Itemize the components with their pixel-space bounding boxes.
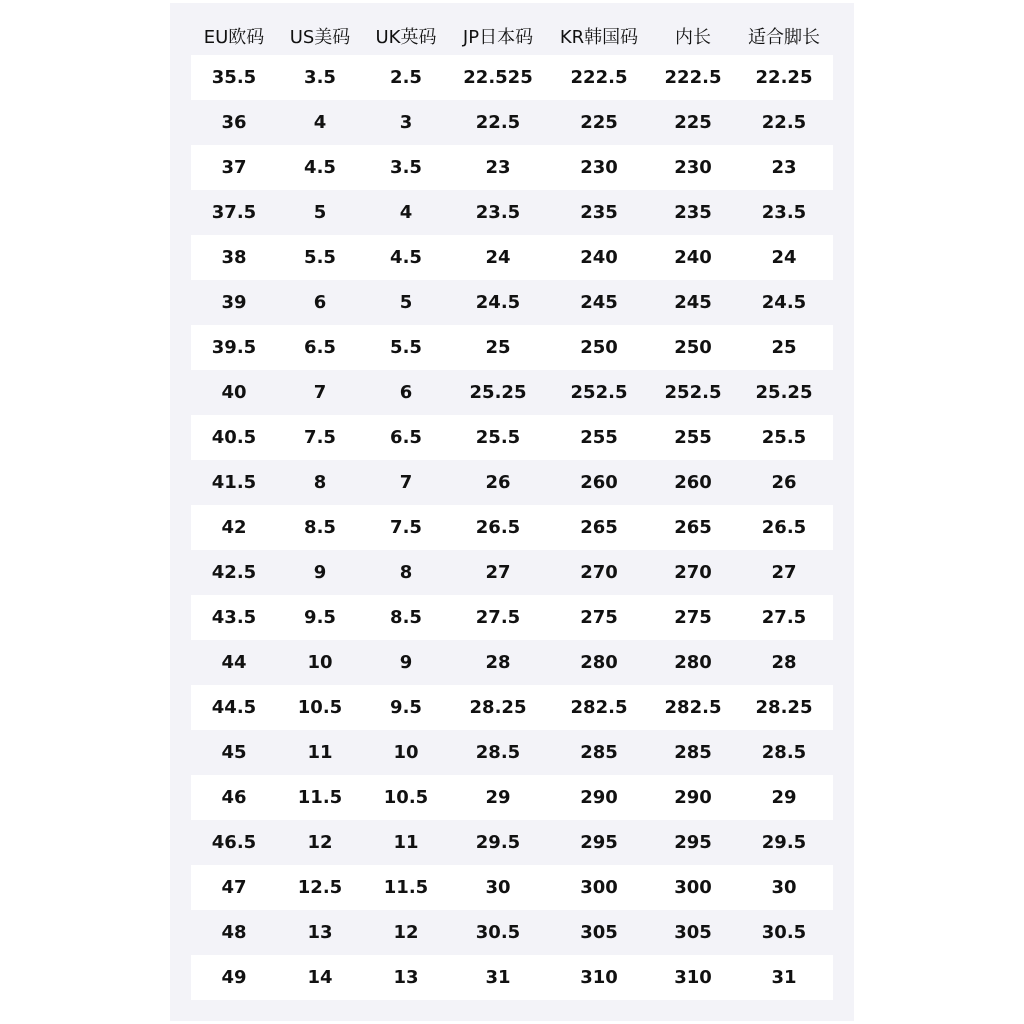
cell-us: 8 bbox=[277, 460, 363, 505]
column-header-inner-length: 内长 bbox=[675, 27, 711, 48]
cell-kr: 255 bbox=[547, 415, 651, 460]
table-row bbox=[191, 190, 833, 235]
table-row bbox=[191, 235, 833, 280]
cell-uk: 3.5 bbox=[363, 145, 449, 190]
cell-eu: 45 bbox=[191, 730, 277, 775]
cell-jp: 26 bbox=[449, 460, 547, 505]
cell-uk: 13 bbox=[363, 955, 449, 1000]
cell-kr: 252.5 bbox=[547, 370, 651, 415]
cell-uk: 4.5 bbox=[363, 235, 449, 280]
cell-jp: 24 bbox=[449, 235, 547, 280]
table-row bbox=[191, 550, 833, 595]
cell-inner-length: 275 bbox=[651, 595, 735, 640]
cell-kr: 245 bbox=[547, 280, 651, 325]
cell-foot-length: 24 bbox=[735, 235, 833, 280]
cell-inner-length: 230 bbox=[651, 145, 735, 190]
cell-inner-length: 255 bbox=[651, 415, 735, 460]
cell-foot-length: 28 bbox=[735, 640, 833, 685]
cell-inner-length: 245 bbox=[651, 280, 735, 325]
cell-foot-length: 26.5 bbox=[735, 505, 833, 550]
cell-inner-length: 290 bbox=[651, 775, 735, 820]
cell-kr: 265 bbox=[547, 505, 651, 550]
size-chart-table bbox=[191, 17, 833, 1000]
cell-inner-length: 270 bbox=[651, 550, 735, 595]
cell-eu: 39.5 bbox=[191, 325, 277, 370]
cell-jp: 22.5 bbox=[449, 100, 547, 145]
cell-kr: 235 bbox=[547, 190, 651, 235]
cell-us: 9 bbox=[277, 550, 363, 595]
cell-kr: 230 bbox=[547, 145, 651, 190]
cell-eu: 44 bbox=[191, 640, 277, 685]
cell-uk: 5.5 bbox=[363, 325, 449, 370]
cell-uk: 11.5 bbox=[363, 865, 449, 910]
cell-uk: 10 bbox=[363, 730, 449, 775]
cell-foot-length: 22.25 bbox=[735, 55, 833, 100]
cell-kr: 280 bbox=[547, 640, 651, 685]
table-row bbox=[191, 775, 833, 820]
table-row bbox=[191, 505, 833, 550]
header-row bbox=[191, 17, 833, 55]
cell-foot-length: 30.5 bbox=[735, 910, 833, 955]
cell-jp: 23.5 bbox=[449, 190, 547, 235]
cell-inner-length: 222.5 bbox=[651, 55, 735, 100]
cell-eu: 36 bbox=[191, 100, 277, 145]
column-header-eu: EU欧码 bbox=[203, 27, 265, 48]
table-row bbox=[191, 865, 833, 910]
table-row bbox=[191, 145, 833, 190]
cell-jp: 26.5 bbox=[449, 505, 547, 550]
cell-eu: 39 bbox=[191, 280, 277, 325]
column-header-us: US美码 bbox=[289, 27, 351, 48]
cell-foot-length: 29 bbox=[735, 775, 833, 820]
cell-foot-length: 27.5 bbox=[735, 595, 833, 640]
cell-eu: 48 bbox=[191, 910, 277, 955]
cell-inner-length: 280 bbox=[651, 640, 735, 685]
cell-us: 6 bbox=[277, 280, 363, 325]
cell-inner-length: 260 bbox=[651, 460, 735, 505]
cell-foot-length: 27 bbox=[735, 550, 833, 595]
cell-uk: 12 bbox=[363, 910, 449, 955]
cell-jp: 29 bbox=[449, 775, 547, 820]
cell-foot-length: 31 bbox=[735, 955, 833, 1000]
cell-uk: 10.5 bbox=[363, 775, 449, 820]
cell-uk: 6.5 bbox=[363, 415, 449, 460]
cell-uk: 8.5 bbox=[363, 595, 449, 640]
table-row bbox=[191, 730, 833, 775]
cell-eu: 35.5 bbox=[191, 55, 277, 100]
cell-us: 7.5 bbox=[277, 415, 363, 460]
table-row bbox=[191, 685, 833, 730]
cell-kr: 222.5 bbox=[547, 55, 651, 100]
cell-kr: 310 bbox=[547, 955, 651, 1000]
cell-inner-length: 265 bbox=[651, 505, 735, 550]
cell-jp: 28.25 bbox=[449, 685, 547, 730]
cell-foot-length: 25.25 bbox=[735, 370, 833, 415]
cell-us: 5.5 bbox=[277, 235, 363, 280]
cell-kr: 300 bbox=[547, 865, 651, 910]
cell-jp: 28 bbox=[449, 640, 547, 685]
cell-us: 8.5 bbox=[277, 505, 363, 550]
cell-foot-length: 29.5 bbox=[735, 820, 833, 865]
cell-inner-length: 282.5 bbox=[651, 685, 735, 730]
cell-foot-length: 23 bbox=[735, 145, 833, 190]
cell-foot-length: 30 bbox=[735, 865, 833, 910]
cell-kr: 285 bbox=[547, 730, 651, 775]
cell-jp: 27 bbox=[449, 550, 547, 595]
cell-us: 13 bbox=[277, 910, 363, 955]
cell-uk: 7.5 bbox=[363, 505, 449, 550]
cell-eu: 40.5 bbox=[191, 415, 277, 460]
cell-jp: 30.5 bbox=[449, 910, 547, 955]
cell-inner-length: 295 bbox=[651, 820, 735, 865]
cell-foot-length: 23.5 bbox=[735, 190, 833, 235]
cell-uk: 4 bbox=[363, 190, 449, 235]
cell-jp: 25.25 bbox=[449, 370, 547, 415]
cell-uk: 9.5 bbox=[363, 685, 449, 730]
table-row bbox=[191, 100, 833, 145]
cell-eu: 44.5 bbox=[191, 685, 277, 730]
size-chart-panel bbox=[170, 3, 854, 1021]
cell-eu: 42.5 bbox=[191, 550, 277, 595]
cell-eu: 49 bbox=[191, 955, 277, 1000]
cell-foot-length: 25 bbox=[735, 325, 833, 370]
cell-inner-length: 305 bbox=[651, 910, 735, 955]
column-header-foot-length: 适合脚长 bbox=[748, 27, 820, 48]
cell-eu: 37.5 bbox=[191, 190, 277, 235]
cell-uk: 3 bbox=[363, 100, 449, 145]
column-header-uk: UK英码 bbox=[375, 27, 437, 48]
cell-inner-length: 310 bbox=[651, 955, 735, 1000]
cell-inner-length: 225 bbox=[651, 100, 735, 145]
cell-eu: 37 bbox=[191, 145, 277, 190]
cell-jp: 30 bbox=[449, 865, 547, 910]
cell-kr: 282.5 bbox=[547, 685, 651, 730]
cell-jp: 29.5 bbox=[449, 820, 547, 865]
cell-eu: 47 bbox=[191, 865, 277, 910]
cell-us: 7 bbox=[277, 370, 363, 415]
cell-eu: 41.5 bbox=[191, 460, 277, 505]
cell-kr: 260 bbox=[547, 460, 651, 505]
cell-foot-length: 22.5 bbox=[735, 100, 833, 145]
cell-us: 12 bbox=[277, 820, 363, 865]
cell-kr: 305 bbox=[547, 910, 651, 955]
cell-us: 4 bbox=[277, 100, 363, 145]
cell-eu: 46 bbox=[191, 775, 277, 820]
cell-uk: 11 bbox=[363, 820, 449, 865]
cell-inner-length: 240 bbox=[651, 235, 735, 280]
cell-eu: 42 bbox=[191, 505, 277, 550]
cell-us: 4.5 bbox=[277, 145, 363, 190]
cell-kr: 225 bbox=[547, 100, 651, 145]
cell-jp: 22.525 bbox=[449, 55, 547, 100]
table-row bbox=[191, 325, 833, 370]
cell-kr: 290 bbox=[547, 775, 651, 820]
cell-inner-length: 252.5 bbox=[651, 370, 735, 415]
cell-jp: 25.5 bbox=[449, 415, 547, 460]
cell-jp: 25 bbox=[449, 325, 547, 370]
cell-eu: 38 bbox=[191, 235, 277, 280]
column-header-jp: JP日本码 bbox=[462, 27, 534, 48]
cell-us: 9.5 bbox=[277, 595, 363, 640]
cell-uk: 6 bbox=[363, 370, 449, 415]
table-row bbox=[191, 280, 833, 325]
cell-uk: 2.5 bbox=[363, 55, 449, 100]
cell-us: 3.5 bbox=[277, 55, 363, 100]
cell-uk: 9 bbox=[363, 640, 449, 685]
cell-uk: 5 bbox=[363, 280, 449, 325]
table-row bbox=[191, 820, 833, 865]
cell-us: 11 bbox=[277, 730, 363, 775]
column-header-kr: KR韩国码 bbox=[559, 27, 639, 48]
cell-us: 14 bbox=[277, 955, 363, 1000]
table-row bbox=[191, 55, 833, 100]
cell-inner-length: 285 bbox=[651, 730, 735, 775]
cell-eu: 40 bbox=[191, 370, 277, 415]
cell-us: 12.5 bbox=[277, 865, 363, 910]
cell-eu: 43.5 bbox=[191, 595, 277, 640]
cell-jp: 24.5 bbox=[449, 280, 547, 325]
table-row bbox=[191, 955, 833, 1000]
table-row bbox=[191, 910, 833, 955]
cell-uk: 7 bbox=[363, 460, 449, 505]
cell-kr: 275 bbox=[547, 595, 651, 640]
cell-uk: 8 bbox=[363, 550, 449, 595]
cell-jp: 23 bbox=[449, 145, 547, 190]
table-row bbox=[191, 415, 833, 460]
cell-foot-length: 28.5 bbox=[735, 730, 833, 775]
cell-foot-length: 28.25 bbox=[735, 685, 833, 730]
size-chart-body bbox=[191, 55, 833, 1000]
table-row bbox=[191, 460, 833, 505]
cell-inner-length: 250 bbox=[651, 325, 735, 370]
cell-inner-length: 300 bbox=[651, 865, 735, 910]
table-row bbox=[191, 370, 833, 415]
cell-us: 10.5 bbox=[277, 685, 363, 730]
cell-us: 5 bbox=[277, 190, 363, 235]
cell-eu: 46.5 bbox=[191, 820, 277, 865]
cell-foot-length: 25.5 bbox=[735, 415, 833, 460]
cell-kr: 295 bbox=[547, 820, 651, 865]
cell-us: 6.5 bbox=[277, 325, 363, 370]
table-row bbox=[191, 595, 833, 640]
cell-kr: 250 bbox=[547, 325, 651, 370]
table-row bbox=[191, 640, 833, 685]
cell-kr: 240 bbox=[547, 235, 651, 280]
cell-jp: 27.5 bbox=[449, 595, 547, 640]
cell-jp: 31 bbox=[449, 955, 547, 1000]
cell-foot-length: 26 bbox=[735, 460, 833, 505]
cell-foot-length: 24.5 bbox=[735, 280, 833, 325]
cell-jp: 28.5 bbox=[449, 730, 547, 775]
cell-us: 11.5 bbox=[277, 775, 363, 820]
cell-kr: 270 bbox=[547, 550, 651, 595]
cell-inner-length: 235 bbox=[651, 190, 735, 235]
cell-us: 10 bbox=[277, 640, 363, 685]
